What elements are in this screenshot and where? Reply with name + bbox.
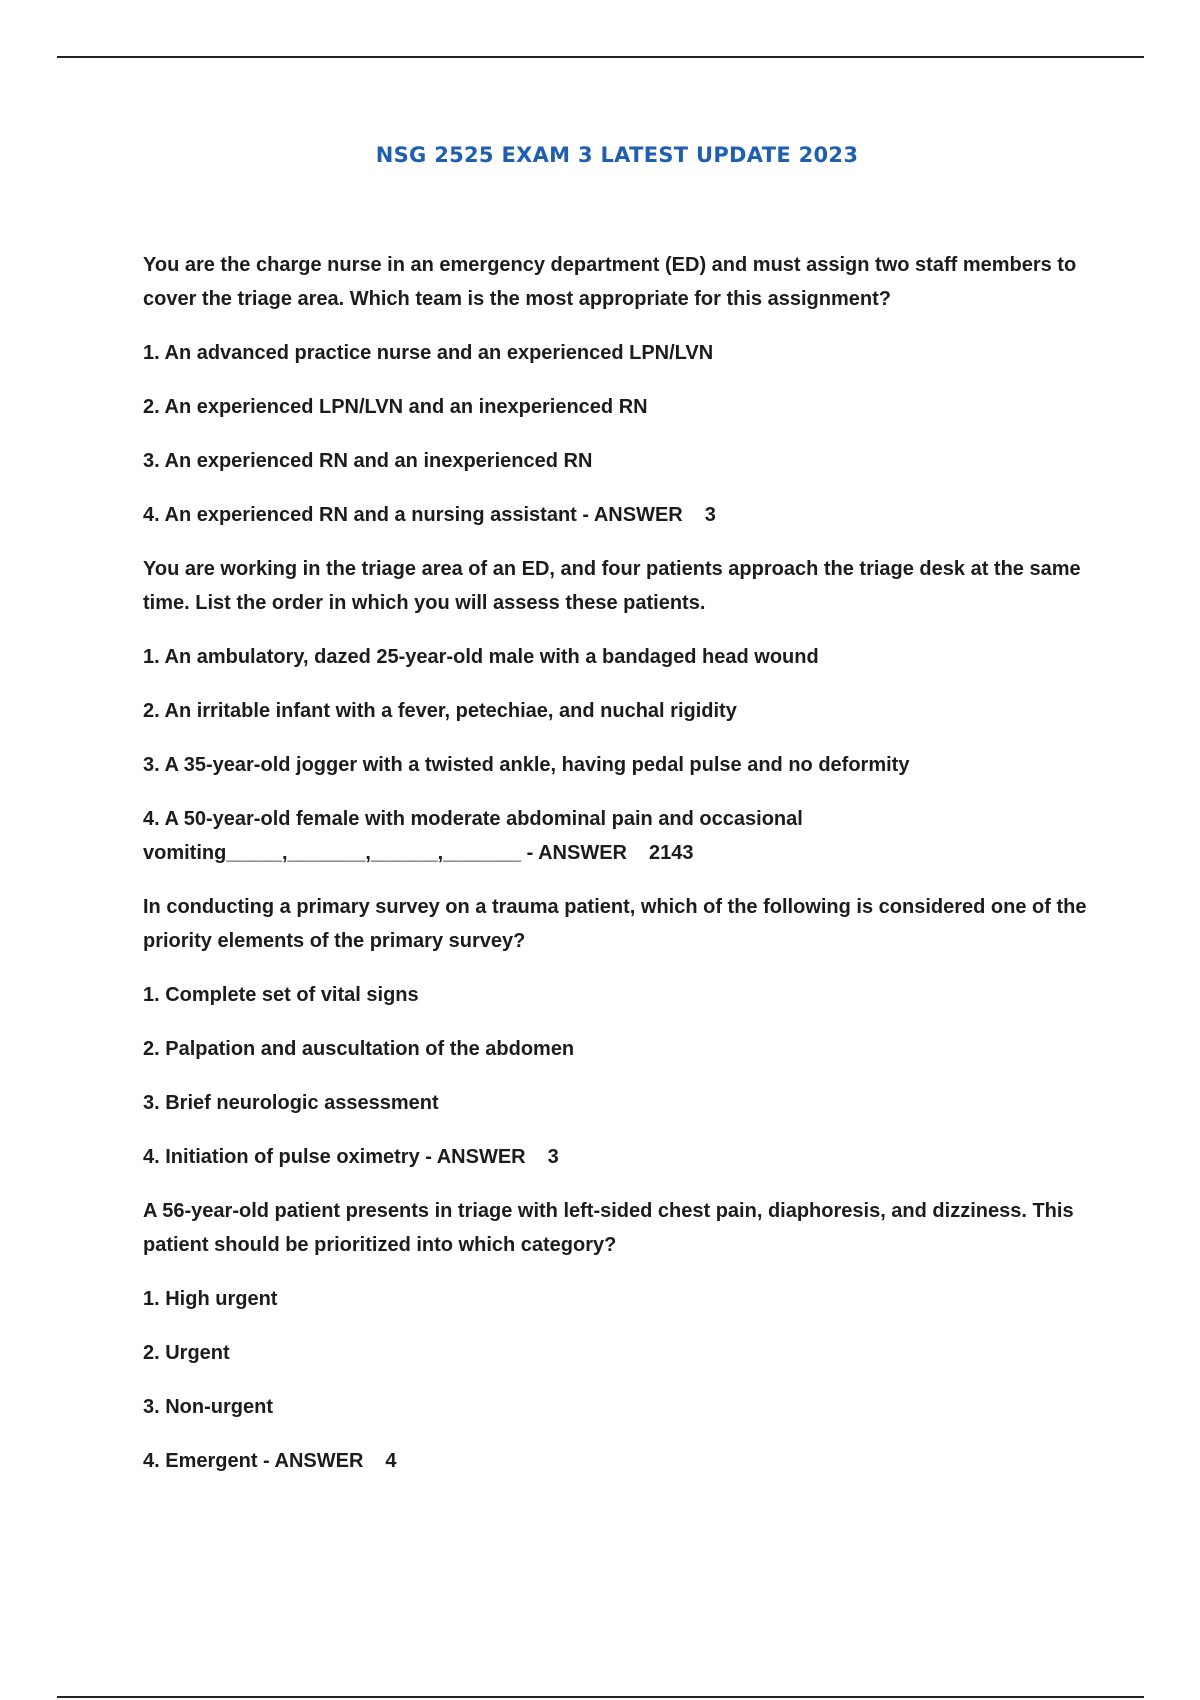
answer-value: 3 [547,1146,559,1168]
option-item: 3. An experienced RN and an inexperienced RN [143,450,593,472]
question-stem: You are working in the triage area of an ED, and four patients approach the triage desk at the same time. List the order in which you will assess these patients. [143,558,1081,614]
option-item-with-answer [143,498,1093,532]
option-item: 3. Non-urgent [143,1396,273,1418]
option-item: 2. An irritable infant with a fever, petechiae, and nuchal rigidity [143,700,737,722]
bottom-divider [57,1696,1144,1698]
option-item: 1. High urgent [143,1288,278,1310]
option-text: 4. A 50-year-old female with moderate abdominal pain and occasional vomiting_____,_______,______,_______ - ANSWER [143,808,803,864]
option-item: 3. A 35-year-old jogger with a twisted ankle, having pedal pulse and no deformity [143,754,910,776]
document-body [143,248,1093,1498]
option-text: 4. Initiation of pulse oximetry - ANSWER [143,1146,526,1168]
question-2 [143,552,1093,870]
option-item-with-answer [143,1140,1093,1174]
option-item: 1. An advanced practice nurse and an experienced LPN/LVN [143,342,714,364]
answer-value: 4 [385,1450,397,1472]
page-title: NSG 2525 EXAM 3 LATEST UPDATE 2023 [375,143,859,167]
question-3 [143,890,1093,1174]
question-stem: A 56-year-old patient presents in triage with left-sided chest pain, diaphoresis, and dizziness. This patient should be prioritized into which category? [143,1200,1074,1256]
option-item: 3. Brief neurologic assessment [143,1092,439,1114]
option-item: 1. Complete set of vital signs [143,984,419,1006]
option-item: 2. Urgent [143,1342,230,1364]
question-4 [143,1194,1093,1478]
top-divider [57,56,1144,58]
option-item-with-answer [143,802,1093,870]
option-item-with-answer [143,1444,1093,1478]
option-text: 4. An experienced RN and a nursing assistant - ANSWER [143,504,683,526]
answer-value: 3 [704,504,716,526]
answer-value: 2143 [649,842,694,864]
question-1 [143,248,1093,532]
option-item: 2. Palpation and auscultation of the abdomen [143,1038,575,1060]
question-stem: You are the charge nurse in an emergency department (ED) and must assign two staff members to cover the triage area. Which team is the most appropriate for this assignment? [143,254,1077,310]
question-stem: In conducting a primary survey on a trauma patient, which of the following is considered one of the priority elements of the primary survey? [143,896,1087,952]
option-item: 1. An ambulatory, dazed 25-year-old male with a bandaged head wound [143,646,819,668]
option-text: 4. Emergent - ANSWER [143,1450,364,1472]
option-item: 2. An experienced LPN/LVN and an inexperienced RN [143,396,648,418]
